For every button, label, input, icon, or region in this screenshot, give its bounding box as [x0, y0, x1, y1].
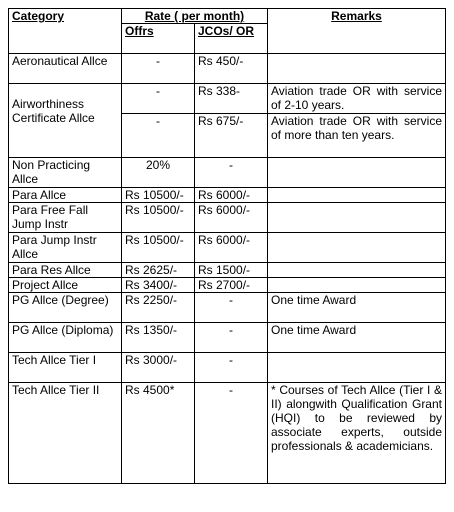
remarks-cell [268, 233, 446, 263]
table-row [9, 263, 446, 278]
category-cell: Para Free Fall Jump Instr [9, 203, 122, 233]
jcos-cell: - [195, 293, 268, 323]
offrs-cell: Rs 1350/- [122, 323, 195, 353]
table-row [9, 54, 446, 84]
remarks-cell [268, 188, 446, 203]
jcos-cell: - [195, 383, 268, 484]
table-row [9, 188, 446, 203]
header-row [9, 9, 446, 24]
table-row [9, 323, 446, 353]
table-row [9, 293, 446, 323]
category-cell: Para Allce [9, 188, 122, 203]
remarks-cell: One time Award [268, 323, 446, 353]
offrs-cell: 20% [122, 158, 195, 188]
jcos-cell: Rs 6000/- [195, 203, 268, 233]
category-cell: PG Allce (Diploma) [9, 323, 122, 353]
category-cell: Para Res Allce [9, 263, 122, 278]
category-cell: PG Allce (Degree) [9, 293, 122, 323]
offrs-cell: Rs 10500/- [122, 233, 195, 263]
category-cell: Airworthiness Certificate Allce [9, 84, 122, 158]
offrs-cell: Rs 10500/- [122, 203, 195, 233]
header-jcos: JCOs/ OR [198, 24, 255, 38]
remarks-cell [268, 54, 446, 84]
table-row [9, 233, 446, 263]
jcos-cell: Rs 2700/- [195, 278, 268, 293]
offrs-cell: Rs 10500/- [122, 188, 195, 203]
jcos-cell: Rs 450/- [195, 54, 268, 84]
remarks-cell [268, 353, 446, 383]
jcos-cell: - [195, 158, 268, 188]
allowance-table [8, 8, 446, 484]
offrs-cell: Rs 3000/- [122, 353, 195, 383]
offrs-cell: Rs 2625/- [122, 263, 195, 278]
header-offrs: Offrs [125, 24, 154, 38]
table-row [9, 158, 446, 188]
offrs-cell: Rs 2250/- [122, 293, 195, 323]
remarks-cell [268, 158, 446, 188]
jcos-cell: Rs 6000/- [195, 233, 268, 263]
offrs-cell: - [122, 114, 195, 158]
remarks-cell: Aviation trade OR with service of more than ten years. [268, 114, 446, 158]
header-rate: Rate ( per month) [144, 9, 245, 23]
category-cell: Tech Allce Tier II [9, 383, 122, 484]
offrs-cell: Rs 4500* [122, 383, 195, 484]
jcos-cell: - [195, 353, 268, 383]
remarks-cell: Aviation trade OR with service of 2-10 years. [268, 84, 446, 114]
header-category: Category [12, 9, 65, 23]
category-cell: Project Allce [9, 278, 122, 293]
table-row [9, 84, 446, 114]
offrs-cell: Rs 3400/- [122, 278, 195, 293]
remarks-cell [268, 203, 446, 233]
jcos-cell: Rs 675/- [195, 114, 268, 158]
offrs-cell: - [122, 54, 195, 84]
table-row [9, 383, 446, 484]
jcos-cell: - [195, 323, 268, 353]
header-remarks: Remarks [331, 9, 382, 23]
category-cell: Para Jump Instr Allce [9, 233, 122, 263]
category-cell: Non Practicing Allce [9, 158, 122, 188]
remarks-cell [268, 263, 446, 278]
table-row [9, 203, 446, 233]
jcos-cell: Rs 338- [195, 84, 268, 114]
table-row [9, 353, 446, 383]
jcos-cell: Rs 6000/- [195, 188, 268, 203]
category-cell: Aeronautical Allce [9, 54, 122, 84]
jcos-cell: Rs 1500/- [195, 263, 268, 278]
remarks-cell [268, 278, 446, 293]
offrs-cell: - [122, 84, 195, 114]
category-cell: Tech Allce Tier I [9, 353, 122, 383]
remarks-cell: * Courses of Tech Allce (Tier I & II) alongwith Qualification Grant (HQI) to be reviewed by associate experts, outside professionals & academicians. [268, 383, 446, 484]
remarks-cell: One time Award [268, 293, 446, 323]
table-row [9, 278, 446, 293]
